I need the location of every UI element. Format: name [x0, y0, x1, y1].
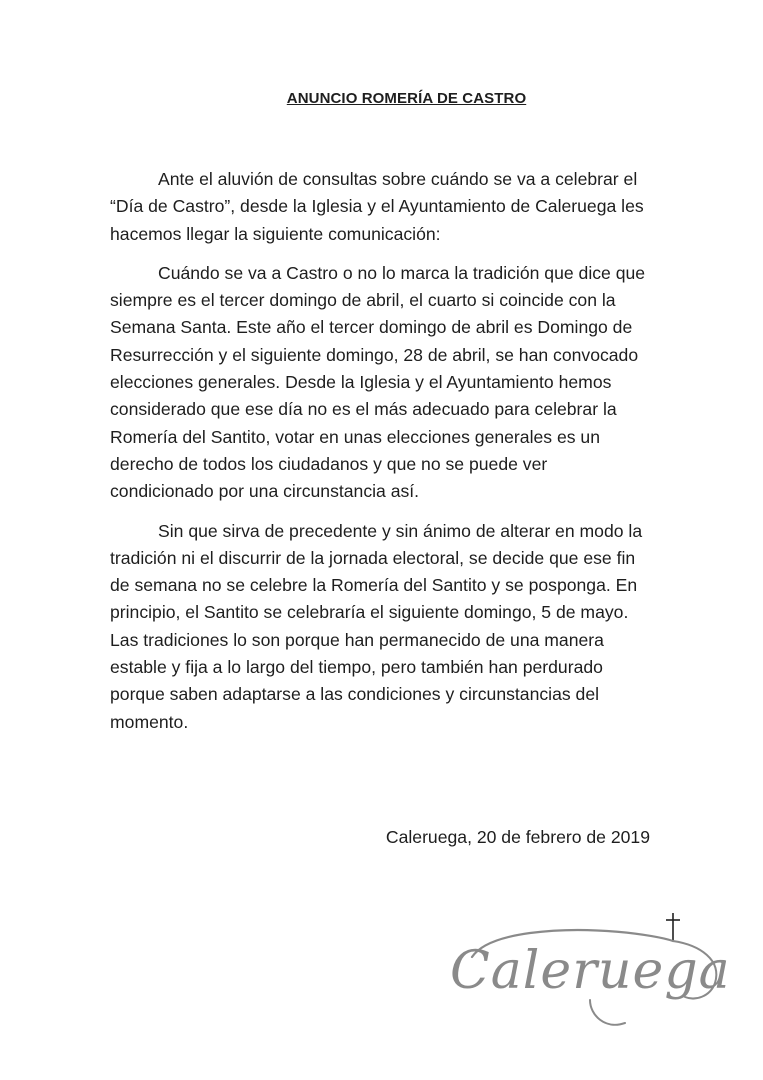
document-title: ANUNCIO ROMERÍA DE CASTRO	[286, 90, 527, 107]
document-body	[110, 166, 655, 748]
paragraph-3: Sin que sirva de precedente y sin ánimo de alterar en modo la tradición ni el discurrir de la jornada electoral, se decide que ese fin de semana no se celebre la Romería del Santito y se posponga. En principio, el Santito se celebraría el siguiente domingo, 5 de mayo. Las tradiciones lo son porque han permanecido de una manera estable y fija a lo largo del tiempo, pero también han perdurado porque saben adaptarse a las condiciones y circunstancias del momento.	[110, 520, 643, 732]
logo-wordmark: Caleruega	[450, 941, 731, 1001]
paragraph-2: Cuándo se va a Castro o no lo marca la tradición que dice que siempre es el tercer domingo de abril, el cuarto si coincide con la Semana Santa. Este año el tercer domingo de abril es Domingo de Resurrección y el siguiente domingo, 28 de abril, se han convocado elecciones generales. Desde la Iglesia y el Ayuntamiento hemos considerado que ese día no es el más adecuado para celebrar la Romería del Santito, votar en unas elecciones generales es un derecho de todos los ciudadanos y que no se puede ver condicionado por una circunstancia así.	[110, 262, 646, 502]
date-line: Caleruega, 20 de febrero de 2019	[385, 827, 650, 847]
paragraph-1: Ante el aluvión de consultas sobre cuándo se va a celebrar el “Día de Castro”, desde la Iglesia y el Ayuntamiento de Caleruega les hacemos llegar la siguiente comunicación:	[110, 169, 644, 244]
caleruega-logo	[440, 905, 730, 1045]
cross-icon	[666, 913, 680, 941]
